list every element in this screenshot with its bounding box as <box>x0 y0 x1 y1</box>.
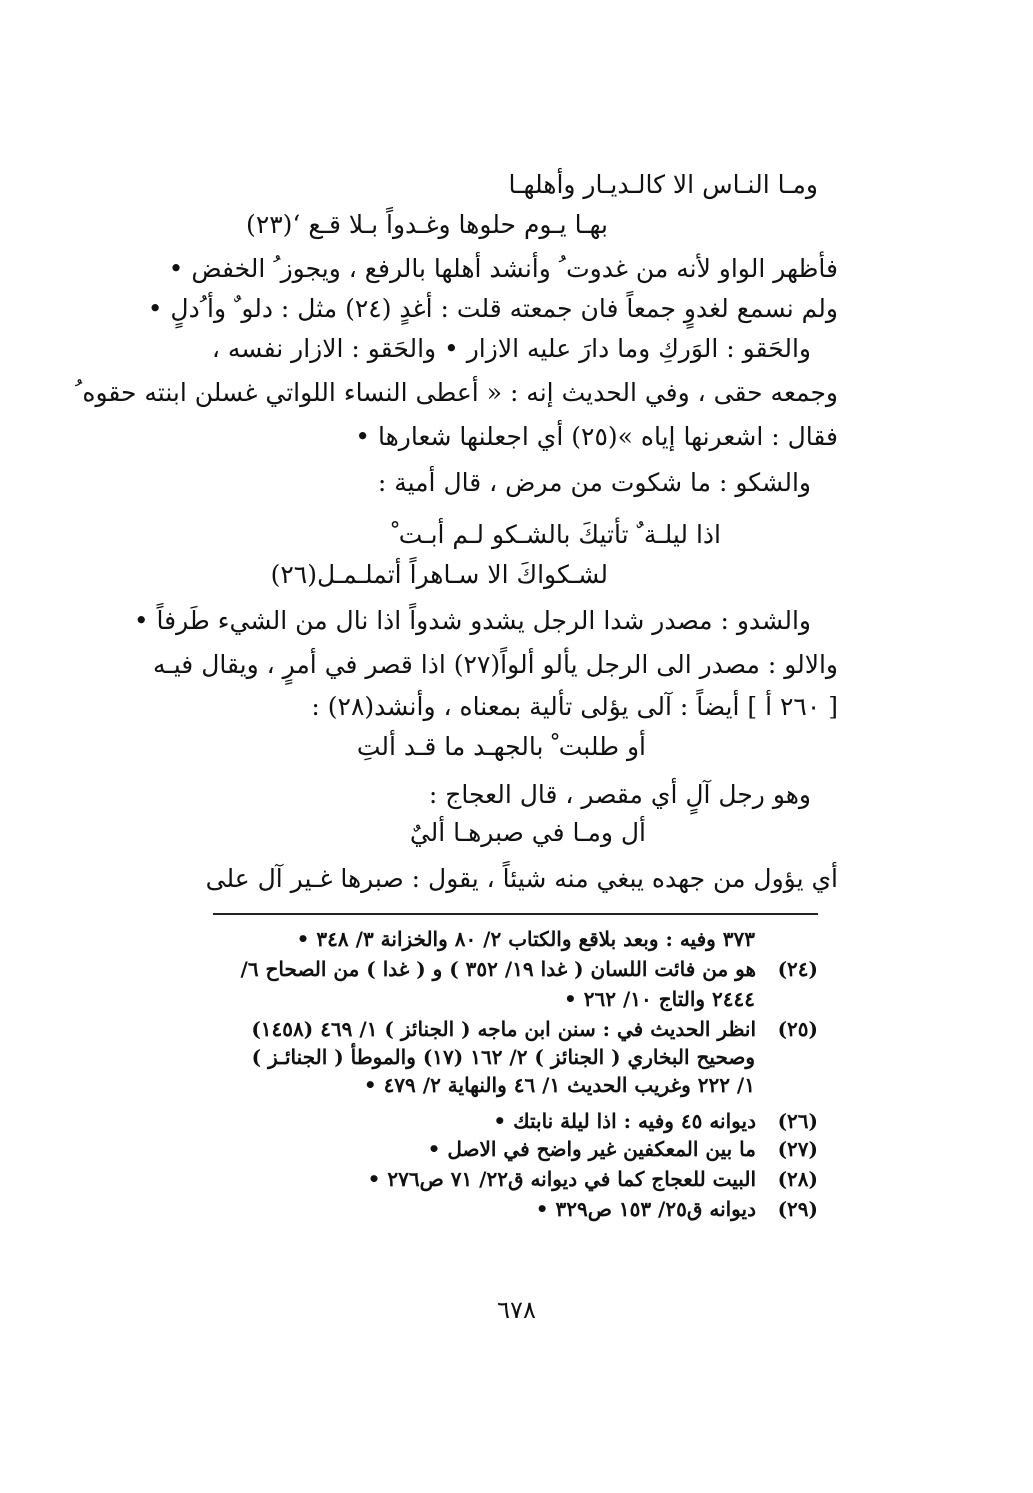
verse-4-line-1: أل ومـا في صبرهـا أليٌ <box>409 818 646 847</box>
footnote-number: (٢٦) <box>777 1109 818 1133</box>
verse-3-line-1: أو طلبت ْ بالجهـد ما قـد ألتِ <box>356 732 646 761</box>
body-text-line: وهو رجل آلٍ أي مقصر ، قال العجاج : <box>428 780 811 809</box>
page-number: ٦٧٨ <box>497 1296 536 1324</box>
footnote-25 <box>251 1016 818 1042</box>
footnote-text: انظر الحديث في : سنن ابن ماجه ( الجنائز ) ١/ ٤٦٩ (١٤٥٨) <box>251 1017 756 1041</box>
body-text-line: والحَقو : الوَركِ وما دارَ عليه الازار • والحَقو : الازار نفسه ، <box>211 334 811 363</box>
footnote-number: (٢٧) <box>777 1137 818 1161</box>
body-text-line: فقال : اشعرنها إياه »(٢٥) أي اجعلنها شعارها • <box>355 422 838 451</box>
footnote-text: البيت للعجاج كما في ديوانه ق٢٢/ ٧١ ص٢٧٦ • <box>367 1167 756 1191</box>
body-text-line: والشكو : ما شكوت من مرض ، قال أمية : <box>377 468 811 497</box>
verse-2-line-2: لشـكواكَ الا سـاهراً أتملـمـل(٢٦) <box>270 560 608 589</box>
body-text-line: والالو : مصدر الى الرجل يألو ألواً(٢٧) اذا قصر في أمرٍ ، ويقال فيـه <box>153 650 838 679</box>
footnote-divider <box>213 913 818 915</box>
verse-1-line-2: بهـا يـوم حلوها وغـدواً بـلا قـع ‘(٢٣) <box>246 210 608 239</box>
body-text-line: ولم نسمع لغدوٍ جمعاً فان جمعته قلت : أغدٍ (٢٤) مثل : دلو ٌ وأ ُدلٍ • <box>147 294 838 323</box>
footnote-number: (٢٨) <box>777 1167 818 1191</box>
body-text-line: أي يؤول من جهده يبغي منه شيئاً ، يقول : صبرها غـير آل على <box>205 864 838 893</box>
body-text-line: فأظهر الواو لأنه من غدوت ُ وأنشد أهلها بالرفع ، ويجوز ُ الخفض • <box>168 254 838 283</box>
footnote-number: (٢٥) <box>777 1017 818 1041</box>
footnote-text: ما بين المعكفين غير واضح في الاصل • <box>427 1137 756 1161</box>
footnote-24 <box>241 956 819 982</box>
footnote-text: ديوانه ق٢٥/ ١٥٣ ص٣٢٩ • <box>535 1197 756 1221</box>
footnote-text: ديوانه ٤٥ وفيه : اذا ليلة نابتك • <box>493 1109 756 1133</box>
footnote-text: هو من فائت اللسان ( غدا ١٩/ ٣٥٢ ) و ( غدا ) من الصحاح ٦/ <box>240 957 756 981</box>
footnote-29 <box>536 1196 818 1222</box>
body-text-line: [ ٢٦٠ أ ] أيضاً : آلى يؤلى تألية بمعناه ، وأنشد(٢٨) : <box>311 692 838 721</box>
verse-1-line-1: ومـا النـاس الا كالـديـار وأهلهـا <box>508 170 818 199</box>
body-text-line: والشدو : مصدر شدا الرجل يشدو شدواً اذا نال من الشيء طَرفاً • <box>133 606 811 635</box>
footnote-26 <box>493 1108 818 1134</box>
verse-2-line-1: اذا ليلـة ٌ تأتيكَ بالشـكو لـم أبـت ْ <box>391 520 721 549</box>
footnote-number: (٢٤) <box>777 957 818 981</box>
footnote-28 <box>368 1166 818 1192</box>
footnote-25-cont: وصحيح البخاري ( الجنائز ) ٢/ ١٦٢ (١٧) والموطأ ( الجنائـز ) <box>251 1045 755 1069</box>
footnote-number: (٢٩) <box>777 1197 818 1221</box>
footnote-continuation: ٣٧٣ وفيه : وبعد بلاقع والكتاب ٢/ ٨٠ والخزانة ٣/ ٣٤٨ • <box>296 927 755 951</box>
footnote-25-cont: ١/ ٢٢٢ وغريب الحديث ١/ ٤٦ والنهاية ٢/ ٤٧٩ • <box>363 1073 755 1097</box>
footnote-24-cont: ٢٤٤٤ والتاج ١٠/ ٢٦٢ • <box>564 987 755 1011</box>
footnote-27 <box>428 1136 818 1162</box>
body-text-line: وجمعه حقى ، وفي الحديث إنه : « أعطى النساء اللواتي غسلن ابنته حقوه ُ <box>75 378 838 407</box>
